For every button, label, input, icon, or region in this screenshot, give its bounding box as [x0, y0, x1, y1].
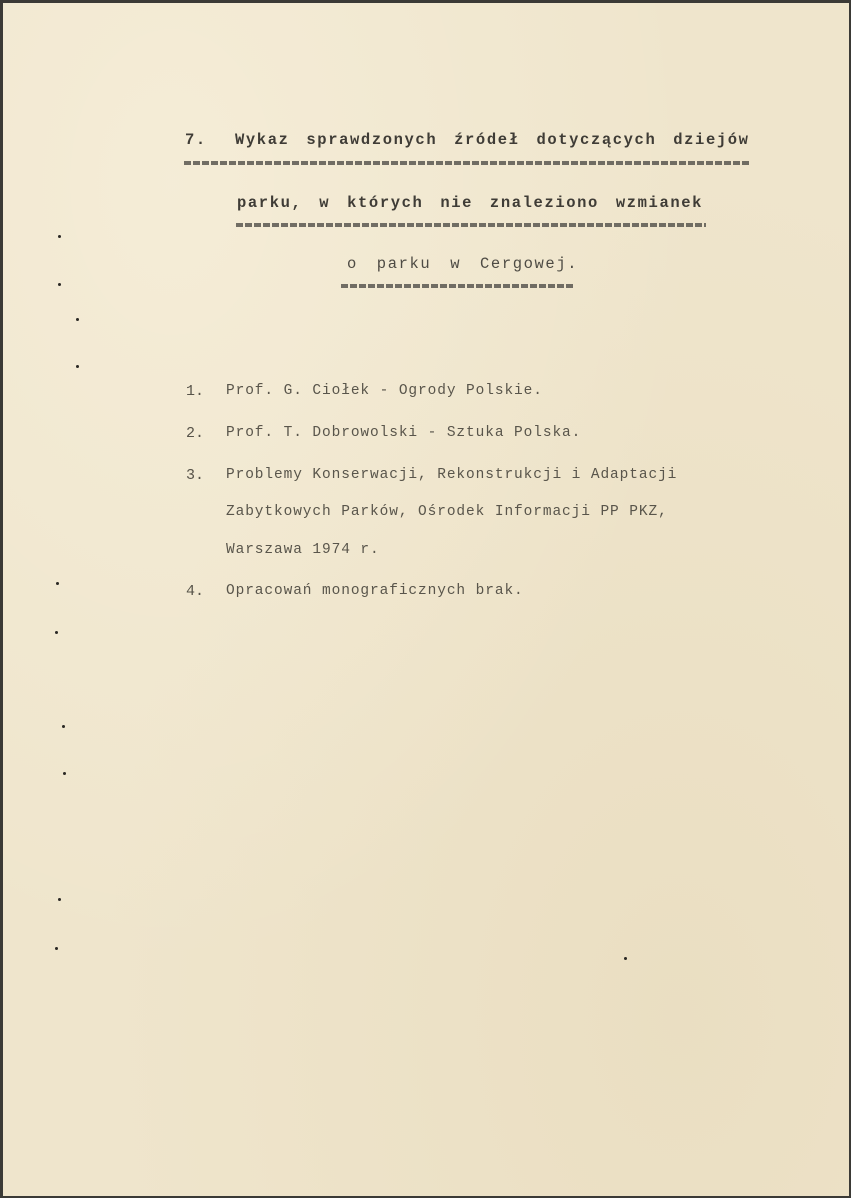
- scan-speck: [63, 772, 66, 775]
- list-item-1-text: Prof. G. Ciołek - Ogrody Polskie.: [226, 383, 543, 399]
- list-item-2-number: 2.: [186, 425, 205, 442]
- scan-speck: [76, 365, 79, 368]
- scan-speck: [55, 631, 58, 634]
- heading-underline-3: [341, 284, 573, 288]
- heading-line-2: parku, w których nie znaleziono wzmianek: [237, 194, 704, 212]
- list-item-2-text: Prof. T. Dobrowolski - Sztuka Polska.: [226, 425, 582, 441]
- list-item-3-line-1: Problemy Konserwacji, Rekonstrukcji i Adaptacji: [226, 467, 678, 483]
- scan-speck: [55, 947, 58, 950]
- scan-speck: [624, 957, 627, 960]
- heading-number: 7.: [185, 131, 207, 149]
- list-item-3-number: 3.: [186, 467, 205, 484]
- heading-line-3: o parku w Cergowej.: [347, 255, 579, 273]
- scan-speck: [76, 318, 79, 321]
- heading-underline-2: [236, 223, 706, 227]
- document-page: [3, 3, 849, 1196]
- scan-speck: [58, 898, 61, 901]
- list-item-1-number: 1.: [186, 383, 205, 400]
- scan-speck: [62, 725, 65, 728]
- list-item-4-number: 4.: [186, 583, 205, 600]
- scan-speck: [58, 283, 61, 286]
- list-item-3-line-2: Zabytkowych Parków, Ośrodek Informacji PP PKZ,: [226, 504, 668, 520]
- scan-speck: [58, 235, 61, 238]
- scan-speck: [56, 582, 59, 585]
- list-item-4-text: Opracowań monograficznych brak.: [226, 583, 524, 599]
- list-item-3-line-3: Warszawa 1974 r.: [226, 542, 380, 558]
- heading-line-1: Wykaz sprawdzonych źródeł dotyczących dziejów: [235, 131, 750, 149]
- heading-underline-1: [184, 161, 751, 165]
